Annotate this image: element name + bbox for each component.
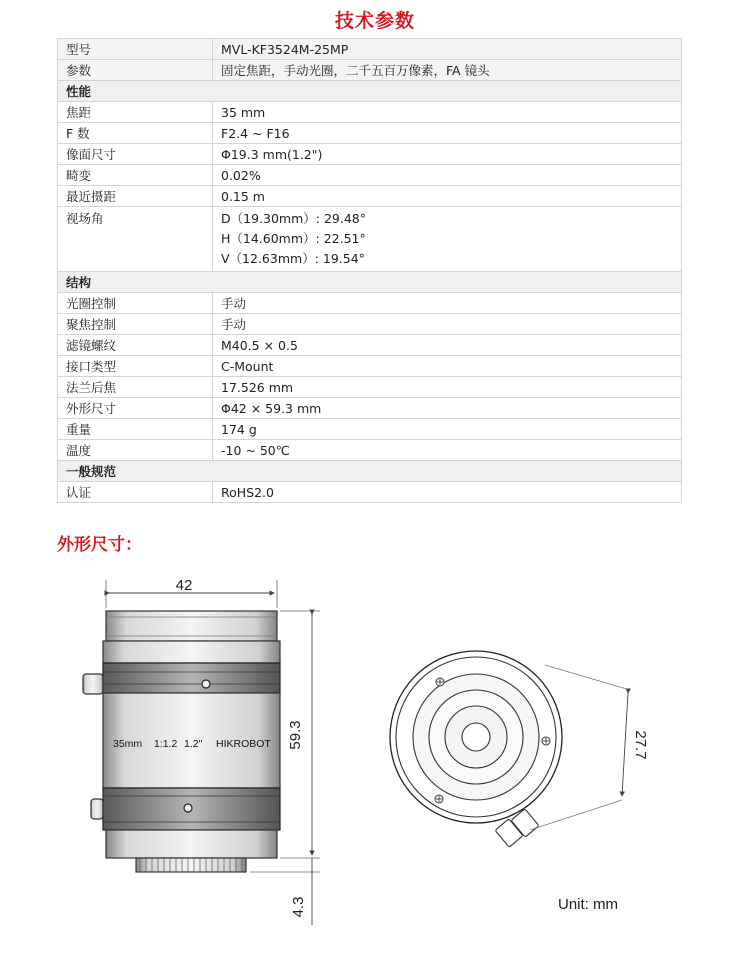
screw-icon bbox=[435, 795, 443, 803]
focus-lock-knob bbox=[83, 674, 103, 694]
spec-label: 认证 bbox=[58, 482, 213, 503]
thread-label: 27.7 bbox=[632, 730, 649, 760]
spec-label: 参数 bbox=[58, 60, 213, 81]
spec-value: RoHS2.0 bbox=[213, 482, 682, 503]
spec-value: C-Mount bbox=[213, 356, 682, 377]
length-label: 59.3 bbox=[287, 720, 304, 750]
lens-marking-format: 1.2" bbox=[184, 738, 203, 750]
spec-value: 0.15 m bbox=[213, 186, 682, 207]
set-screw-icon bbox=[202, 680, 210, 688]
lens-front-view bbox=[390, 651, 649, 847]
spec-label: 像面尺寸 bbox=[58, 144, 213, 165]
spec-value: M40.5 × 0.5 bbox=[213, 335, 682, 356]
screw-icon bbox=[542, 737, 550, 745]
spec-value: 174 g bbox=[213, 419, 682, 440]
spec-label: 温度 bbox=[58, 440, 213, 461]
spec-label: 视场角 bbox=[58, 207, 213, 272]
spec-label: 外形尺寸 bbox=[58, 398, 213, 419]
screw-icon bbox=[436, 678, 444, 686]
spec-label: 最近摄距 bbox=[58, 186, 213, 207]
spec-label: 聚焦控制 bbox=[58, 314, 213, 335]
fov-diagonal: D（19.30mm）: 29.48° bbox=[221, 211, 366, 226]
spec-label: F 数 bbox=[58, 123, 213, 144]
spec-value: 0.02% bbox=[213, 165, 682, 186]
unit-label: Unit: mm bbox=[558, 896, 618, 913]
spec-label: 接口类型 bbox=[58, 356, 213, 377]
spec-label: 滤镜螺纹 bbox=[58, 335, 213, 356]
spec-label: 畸变 bbox=[58, 165, 213, 186]
spec-label: 型号 bbox=[58, 39, 213, 60]
section-heading: 性能 bbox=[58, 81, 682, 102]
lens-marking-focal: 35mm bbox=[113, 738, 143, 750]
dimensions-title: 外形尺寸： bbox=[57, 535, 142, 555]
spec-value: MVL-KF3524M-25MP bbox=[213, 39, 682, 60]
fov-horizontal: H（14.60mm）: 22.51° bbox=[221, 231, 366, 246]
fov-vertical: V（12.63mm）: 19.54° bbox=[221, 251, 365, 266]
lens-marking-brand: HIKROBOT bbox=[216, 738, 271, 750]
focus-ring bbox=[103, 663, 280, 693]
spec-label: 重量 bbox=[58, 419, 213, 440]
spec-label: 焦距 bbox=[58, 102, 213, 123]
spec-value: 35 mm bbox=[213, 102, 682, 123]
page-title: 技术参数 bbox=[334, 10, 415, 32]
spec-value: 17.526 mm bbox=[213, 377, 682, 398]
lens-marking-ratio: 1:1.2 bbox=[154, 738, 178, 750]
set-screw-icon bbox=[184, 804, 192, 812]
spec-value: -10 ~ 50℃ bbox=[213, 440, 682, 461]
section-heading: 一般规范 bbox=[58, 461, 682, 482]
spec-value: Φ19.3 mm(1.2") bbox=[213, 144, 682, 165]
spec-value: 固定焦距，手动光圈，二千五百万像素，FA 镜头 bbox=[213, 60, 682, 81]
iris-lock-knob bbox=[91, 799, 103, 819]
front-barrel bbox=[106, 611, 277, 641]
mount-length-label: 4.3 bbox=[290, 896, 307, 918]
aperture bbox=[462, 723, 490, 751]
spec-value: F2.4 ~ F16 bbox=[213, 123, 682, 144]
width-label: 42 bbox=[175, 577, 193, 594]
spec-value: 手动 bbox=[213, 314, 682, 335]
spec-label: 光圈控制 bbox=[58, 293, 213, 314]
spec-value: Φ42 × 59.3 mm bbox=[213, 398, 682, 419]
c-mount-thread bbox=[136, 858, 246, 872]
spec-label: 法兰后焦 bbox=[58, 377, 213, 398]
width-dimension bbox=[106, 577, 277, 608]
lens-side-view bbox=[83, 611, 280, 872]
spec-value: 手动 bbox=[213, 293, 682, 314]
section-heading: 结构 bbox=[58, 272, 682, 293]
